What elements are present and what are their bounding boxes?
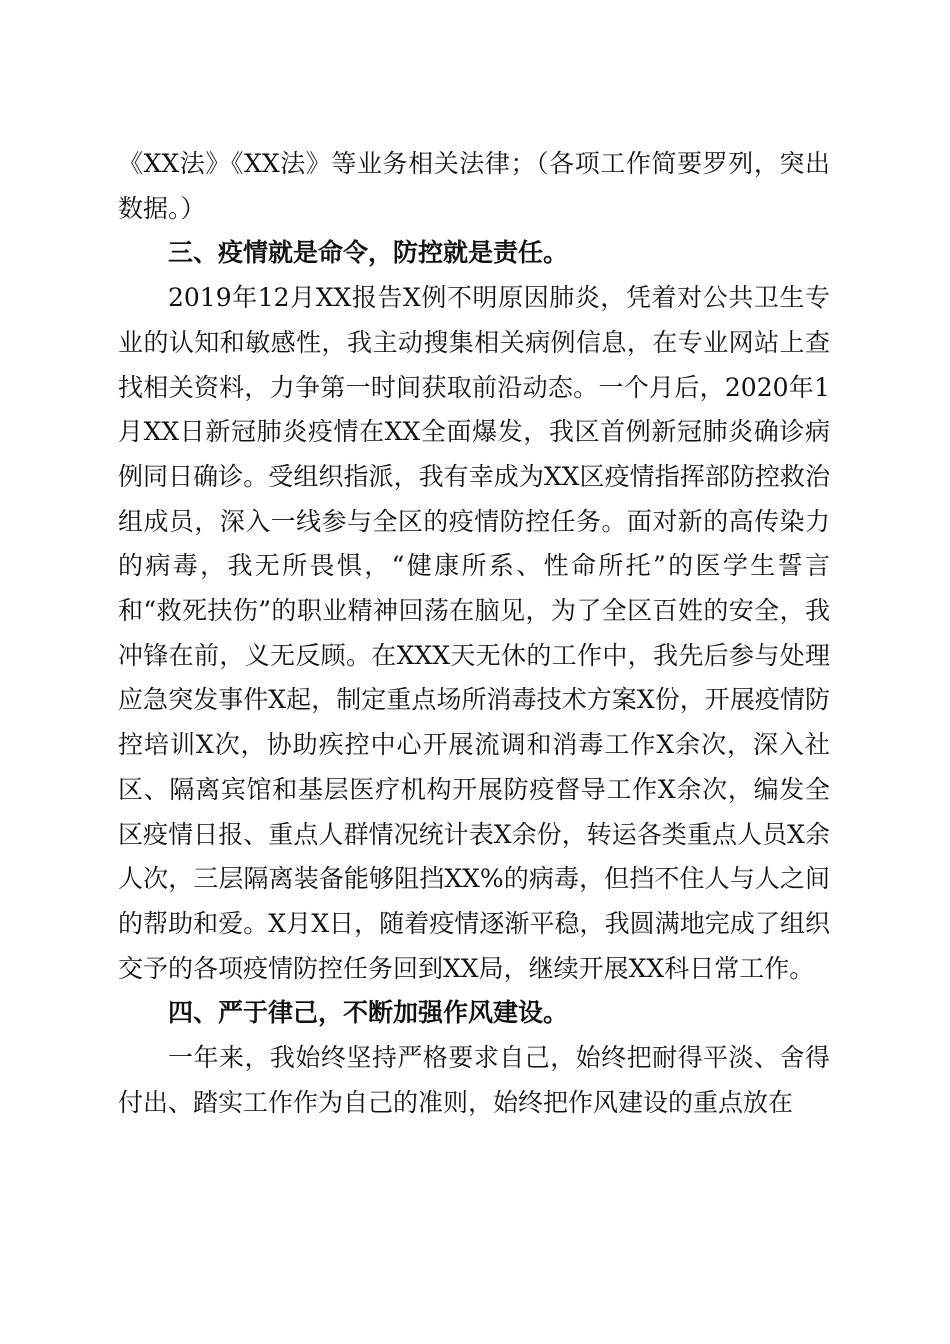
paragraph-continuation: 《XX法》《XX法》等业务相关法律；（各项工作简要罗列，突出数据。）	[118, 149, 830, 223]
paragraph-epidemic-response: 2019年12月XX报告X例不明原因肺炎，凭着对公共卫生专业的认知和敏感性，我主动搜集相关病例信息，在专业网站上查找相关资料，力争第一时间获取前沿动态。一个月后，2020年1月XX日新冠肺炎疫情在XX全面爆发，我区首例新冠肺炎确诊病例同日确诊。受组织指派，我有幸成为XX区疫情指挥部防控救治组成员，深入一线参与全区的疫情防控任务。面对新的高传染力的病毒，我无所畏惧，“健康所系、性命所托”的医学生誓言和“救死扶伤”的职业精神回荡在脑见，为了全区百姓的安全，我冲锋在前，义无反顾。在XXX天无休的工作中，我先后参与处理应急突发事件X起，制定重点场所消毒技术方案X份，开展疫情防控培训X次，协助疾控中心开展流调和消毒工作X余次，深入社区、隔离宾馆和基层医疗机构开展防疫督导工作X余次，编发全区疫情日报、重点人群情况统计表X余份，转运各类重点人员X余人次，三层隔离装备能够阻挡XX%的病毒，但挡不住人与人之间的帮助和爱。X月X日，随着疫情逐渐平稳，我圆满地完成了组织交予的各项疫情防控任务回到XX局，继续开展XX科日常工作。	[118, 283, 830, 983]
paragraph-work-style: 一年来，我始终坚持严格要求自己，始终把耐得平淡、舍得付出、踏实工作作为自己的准则，始终把作风建设的重点放在	[118, 1043, 830, 1117]
section-heading-four: 四、严于律己，不断加强作风建设。	[168, 998, 569, 1028]
document-body	[118, 142, 830, 1125]
section-heading-three: 三、疫情就是命令，防控就是责任。	[168, 238, 569, 268]
